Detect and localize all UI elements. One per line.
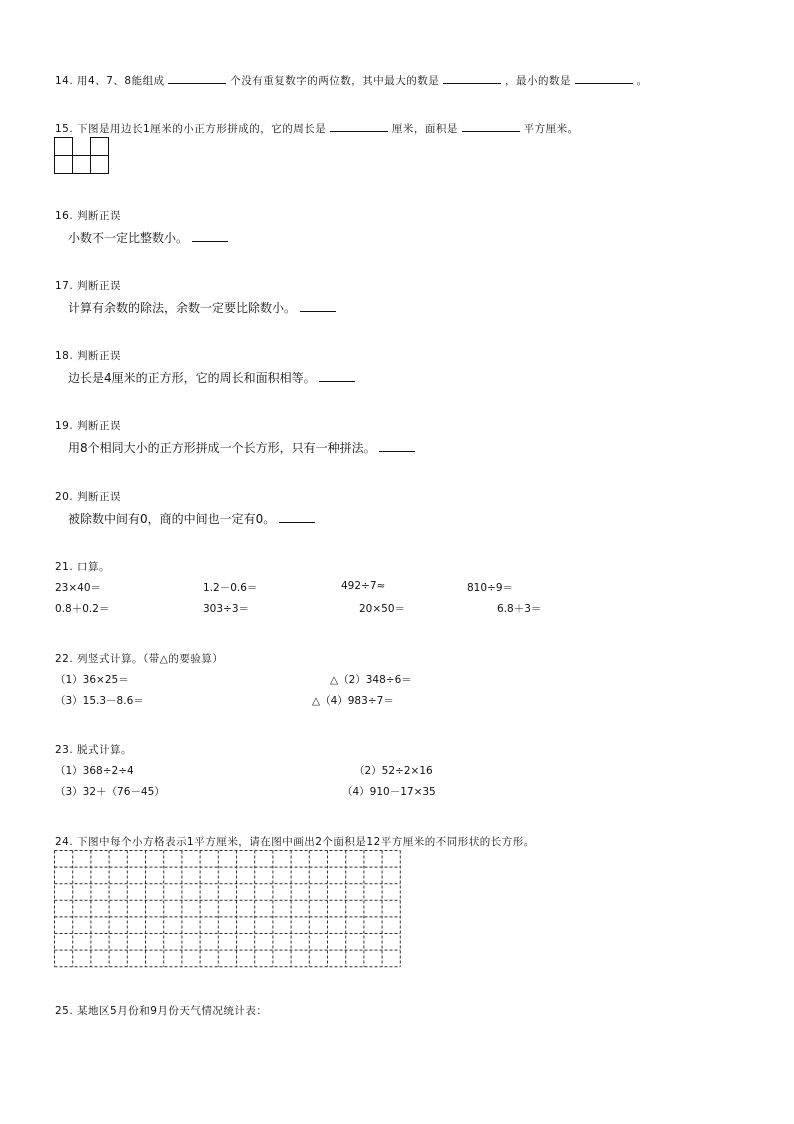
vertical-calc-item: （3）15.3－8.6＝ (55, 695, 144, 707)
question-16-body (68, 229, 228, 246)
question-text: 个没有重复数字的两位数，其中最大的数是 (230, 75, 440, 87)
question-17-head (55, 278, 121, 293)
question-20-head (55, 489, 121, 504)
mental-calc-item: 492÷7≈ (341, 580, 386, 592)
answer-blank[interactable] (330, 121, 388, 132)
question-number: 18. (55, 350, 74, 362)
question-number: 19. (55, 420, 74, 432)
answer-blank[interactable] (575, 73, 633, 84)
dashed-grid[interactable] (54, 850, 404, 968)
vertical-calc-item: △（4）983÷7＝ (312, 695, 394, 707)
question-heading: 口算。 (77, 561, 111, 573)
question-24 (55, 834, 535, 849)
answer-blank[interactable] (192, 231, 228, 242)
statement-text: 用8个相同大小的正方形拼成一个长方形，只有一种拼法。 (68, 441, 376, 455)
question-number: 15. (55, 123, 74, 135)
mental-calc-item: 1.2－0.6＝ (203, 582, 258, 594)
question-16-head (55, 208, 121, 223)
answer-blank[interactable] (462, 121, 520, 132)
question-19-body (68, 439, 415, 456)
question-number: 25. (55, 1005, 74, 1017)
question-17-body (68, 299, 336, 316)
answer-blank[interactable] (300, 301, 336, 312)
step-calc-item: （2）52÷2×16 (354, 765, 433, 777)
mental-calc-item: 303÷3＝ (203, 603, 250, 615)
question-18-body (68, 369, 355, 386)
question-20-body (68, 510, 315, 527)
mental-calc-item: 23×40＝ (55, 582, 102, 594)
statement-text: 计算有余数的除法，余数一定要比除数小。 (68, 301, 297, 315)
question-number: 14. (55, 75, 74, 87)
question-heading: 判断正误 (77, 420, 122, 432)
vertical-calc-item: （1）36×25＝ (55, 674, 129, 686)
question-text: 。 (636, 75, 648, 87)
question-22-head (55, 651, 223, 666)
question-text: 平方厘米。 (523, 123, 579, 135)
question-number: 17. (55, 280, 74, 292)
question-text: 下图是用边长1厘米的小正方形拼成的，它的周长是 (77, 123, 327, 135)
mental-calc-item: 20×50＝ (359, 603, 406, 615)
question-text: 厘米，面积是 (391, 123, 458, 135)
question-number: 16. (55, 210, 74, 222)
statement-text: 被除数中间有0，商的中间也一定有0。 (68, 512, 276, 526)
question-text: 某地区5月份和9月份天气情况统计表： (77, 1005, 268, 1017)
question-14 (55, 73, 648, 88)
question-heading: 判断正误 (77, 491, 122, 503)
square-figure (54, 137, 110, 175)
question-number: 20. (55, 491, 74, 503)
answer-blank[interactable] (168, 73, 226, 84)
question-19-head (55, 418, 121, 433)
question-23-head (55, 742, 132, 757)
mental-calc-item: 6.8＋3＝ (497, 603, 542, 615)
answer-blank[interactable] (379, 441, 415, 452)
question-15 (55, 121, 579, 136)
question-text: 用4、7、8能组成 (77, 75, 165, 87)
question-21-head (55, 559, 110, 574)
question-number: 24. (55, 836, 74, 848)
answer-blank[interactable] (319, 371, 355, 382)
statement-text: 小数不一定比整数小。 (68, 231, 189, 245)
question-number: 23. (55, 744, 74, 756)
mental-calc-item: 810÷9＝ (467, 582, 514, 594)
question-heading: 判断正误 (77, 280, 122, 292)
question-text: ，最小的数是 (504, 75, 571, 87)
statement-text: 边长是4厘米的正方形，它的周长和面积相等。 (68, 371, 316, 385)
question-25 (55, 1003, 267, 1018)
question-text: 下图中每个小方格表示1平方厘米，请在图中画出2个面积是12平方厘米的不同形状的长方形。 (77, 836, 535, 848)
answer-blank[interactable] (443, 73, 501, 84)
mental-calc-item: 0.8＋0.2＝ (55, 603, 110, 615)
question-heading: 判断正误 (77, 210, 122, 222)
vertical-calc-item: △（2）348÷6＝ (330, 674, 412, 686)
question-number: 22. (55, 653, 74, 665)
question-number: 21. (55, 561, 74, 573)
question-heading: 脱式计算。 (77, 744, 133, 756)
question-18-head (55, 348, 121, 363)
answer-blank[interactable] (279, 512, 315, 523)
step-calc-item: （4）910－17×35 (342, 786, 436, 798)
step-calc-item: （1）368÷2÷4 (55, 765, 134, 777)
step-calc-item: （3）32＋（76－45） (55, 786, 165, 798)
question-heading: 列竖式计算。（带△的要验算） (77, 653, 224, 665)
question-heading: 判断正误 (77, 350, 122, 362)
